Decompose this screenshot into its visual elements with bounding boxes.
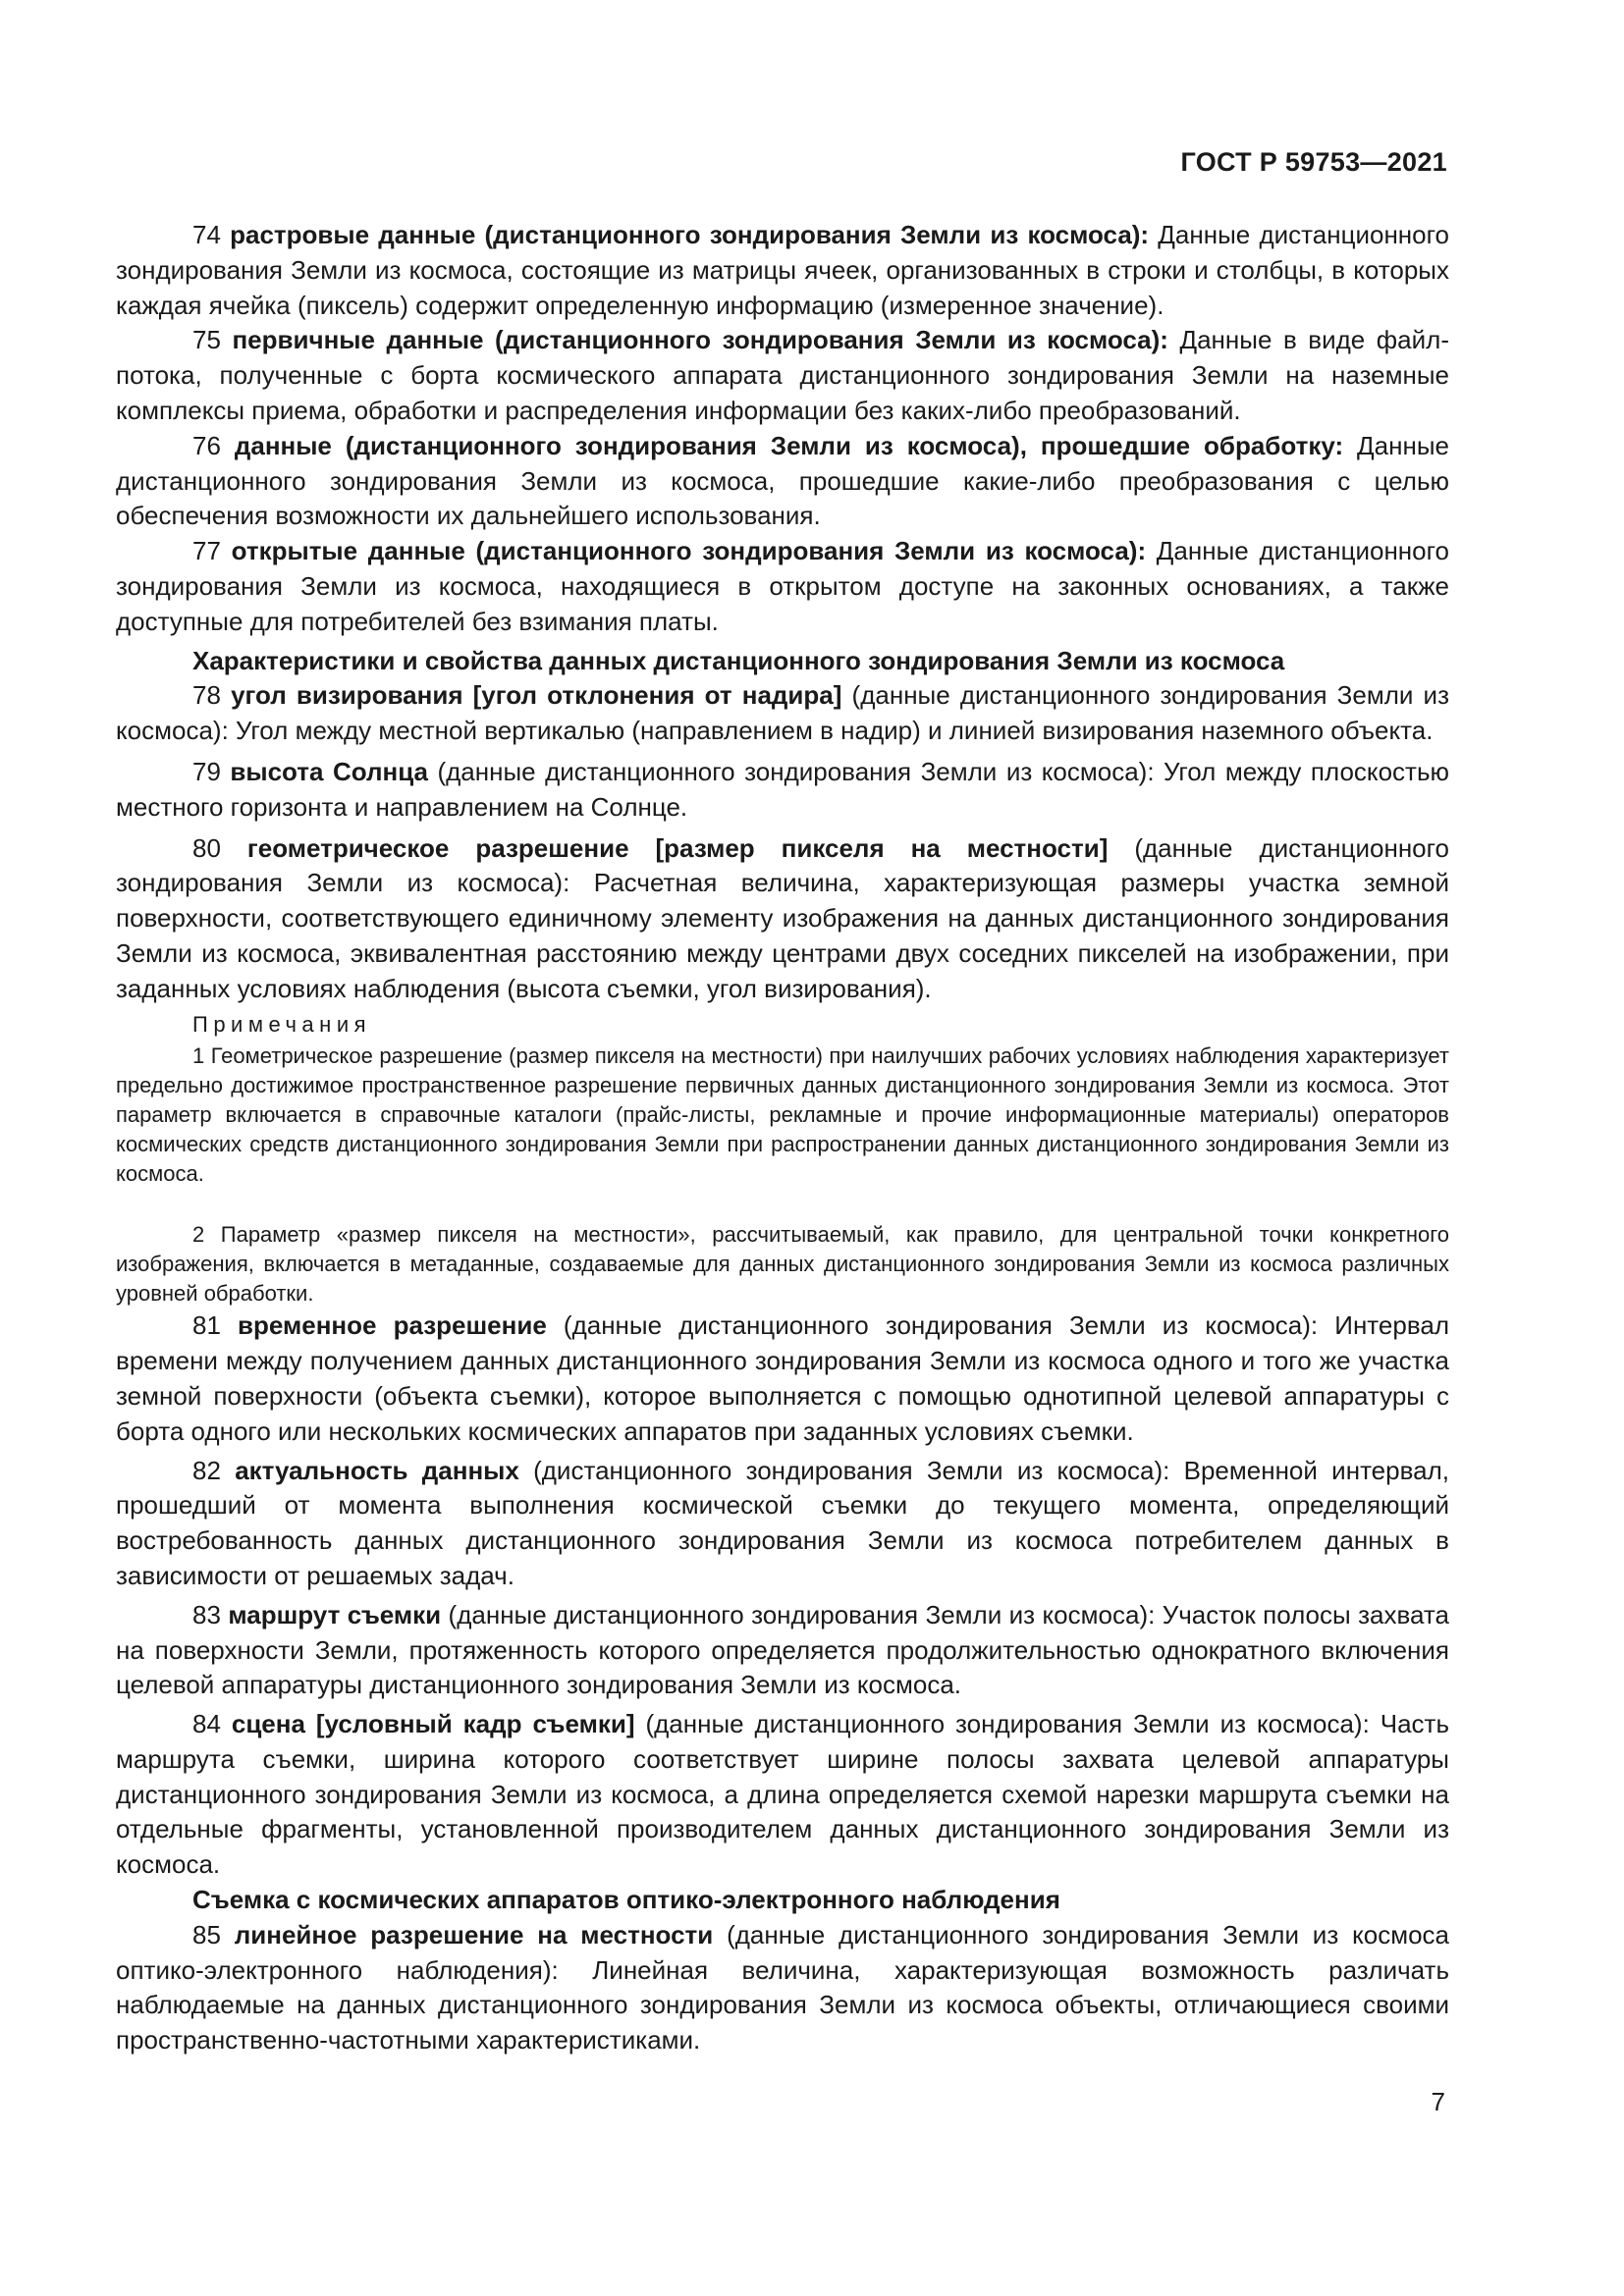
term-name: временное разрешение <box>238 1310 547 1341</box>
term-name: сцена [условный кадр съемки] <box>231 1709 635 1739</box>
term-definition: (данные дистанционного зондирования Земли из космоса): Часть маршрута съемки, ширина которого соответствует ширине полосы захвата целевой аппаратуры дистанционного зондирования Земли из космоса, а длина определяется схемой нарезки маршрута съемки на отдельные фрагменты, установленной производителем данных дистанционного зондирования Земли из космоса. <box>116 1709 1449 1880</box>
term-number: 77 <box>192 536 221 566</box>
term-82 <box>116 1454 1449 1594</box>
note-2: 2 Параметр «размер пикселя на местности», рассчитываемый, как правило, для центральной точки конкретного изображения, включается в метаданные, создаваемые для данных дистанционного зондирования Земли из космоса различных уровней обработки. <box>116 1222 1449 1307</box>
term-definition: (данные дистанционного зондирования Земли из космоса): Интервал времени между получением данных дистанционного зондирования Земли из космоса одного и того же участка земной поверхности (объекта съемки), которое выполняется с помощью однотипной целевой аппаратуры с борта одного или нескольких космических аппаратов при заданных условиях съемки. <box>116 1310 1449 1446</box>
term-definition: Данные дистанционного зондирования Земли из космоса, находящиеся в открытом доступе на законных основаниях, а также доступные для потребителей без взимания платы. <box>116 536 1449 636</box>
term-74 <box>116 218 1449 323</box>
section-heading-optical: Съемка с космических аппаратов оптико-электронного наблюдения <box>192 1885 1060 1915</box>
term-name: маршрут съемки <box>228 1599 442 1629</box>
page-number: 7 <box>1431 2087 1445 2116</box>
term-number: 76 <box>192 430 221 460</box>
term-83 <box>116 1598 1449 1703</box>
term-number: 75 <box>192 325 221 355</box>
term-number: 81 <box>192 1310 221 1341</box>
term-definition: Данные дистанционного зондирования Земли из космоса, состоящие из матрицы ячеек, организованных в строки и столбцы, в которых каждая ячейка (пиксель) содержит определенную информацию (измеренное значение). <box>116 220 1449 320</box>
term-81 <box>116 1308 1449 1449</box>
term-number: 74 <box>192 220 221 249</box>
term-80 <box>116 831 1449 1007</box>
term-number: 84 <box>192 1709 221 1739</box>
term-name: высота Солнца <box>230 756 428 786</box>
term-number: 80 <box>192 832 221 863</box>
term-definition: (данные дистанционного зондирования Земли из космоса): Угол между местной вертикалью (направлением в надир) и линией визирования наземного объекта. <box>116 680 1449 746</box>
term-definition: Данные дистанционного зондирования Земли из космоса, прошедшие какие-либо преобразования с целью обеспечения возможности их дальнейшего использования. <box>116 430 1449 531</box>
term-number: 79 <box>192 756 221 786</box>
term-name: растровые данные (дистанционного зондирования Земли из космоса): <box>230 220 1150 249</box>
term-definition: (данные дистанционного зондирования Земли из космоса): Участок полосы захвата на поверхности Земли, протяженность которого определяется продолжительностью однократного включения целевой аппаратуры дистанционного зондирования Земли из космоса. <box>116 1599 1449 1700</box>
term-79 <box>116 755 1449 826</box>
term-number: 78 <box>192 680 221 711</box>
term-definition: Данные в виде файл-потока, полученные с борта космического аппарата дистанционного зондирования Земли на наземные комплексы приема, обработки и распределения информации без каких-либо преобразований. <box>116 325 1449 425</box>
section-heading-characteristics: Характеристики и свойства данных дистанционного зондирования Земли из космоса <box>192 645 1285 675</box>
term-name: открытые данные (дистанционного зондирования Земли из космоса): <box>231 536 1147 566</box>
term-name: актуальность данных <box>235 1455 519 1485</box>
term-85 <box>116 1918 1449 2058</box>
term-number: 82 <box>192 1455 221 1485</box>
term-definition: (данные дистанционного зондирования Земли из космоса оптико-электронного наблюдения): Линейная величина, характеризующая возможность различать наблюдаемые на данных дистанционного зондирования Земли из космоса объекты, отличающиеся своими пространственно-частотными характеристиками. <box>116 1919 1449 2056</box>
document-body <box>116 218 1449 2058</box>
document-header-id: ГОСТ Р 59753—2021 <box>1180 147 1447 177</box>
term-number: 83 <box>192 1599 221 1629</box>
term-name: геометрическое разрешение [размер пикселя на местности] <box>246 832 1109 863</box>
term-definition: (данные дистанционного зондирования Земли из космоса): Расчетная величина, характеризующая размеры участка земной поверхности, соответствующего единичному элементу изображения на данных дистанционного зондирования Земли из космоса, эквивалентная расстоянию между центрами двух соседних пикселей на изображении, при заданных условиях наблюдения (высота съемки, угол визирования). <box>116 832 1450 1003</box>
term-definition: (данные дистанционного зондирования Земли из космоса): Угол между плоскостью местного горизонта и направлением на Солнце. <box>116 756 1449 822</box>
term-name: линейное разрешение на местности <box>234 1919 714 1949</box>
term-76 <box>116 429 1449 534</box>
note-1: 1 Геометрическое разрешение (размер пикселя на местности) при наилучших рабочих условиях наблюдения характеризует предельно достижимое пространственное разрешение первичных данных дистанционного зондирования Земли из космоса. Этот параметр включается в справочные каталоги (прайс-листы, рекламные и прочие информационные материалы) операторов космических средств дистанционного зондирования Земли при распространении данных дистанционного зондирования Земли из космоса. <box>116 1043 1449 1187</box>
term-name: данные (дистанционного зондирования Земли из космоса), прошедшие обработку: <box>234 430 1344 460</box>
notes-title: Примечания <box>192 1011 372 1037</box>
term-name: первичные данные (дистанционного зондирования Земли из космоса): <box>232 325 1168 355</box>
term-number: 85 <box>192 1919 221 1949</box>
term-75 <box>116 323 1449 428</box>
term-84 <box>116 1707 1449 1883</box>
term-77 <box>116 534 1449 639</box>
term-definition: (дистанционного зондирования Земли из космоса): Временной интервал, прошедший от момента выполнения космической съемки до текущего момента, определяющий востребованность данных дистанционного зондирования Земли из космоса потребителем данных в зависимости от решаемых задач. <box>116 1455 1449 1590</box>
term-name: угол визирования [угол отклонения от надира] <box>231 680 842 711</box>
term-78 <box>116 678 1449 749</box>
